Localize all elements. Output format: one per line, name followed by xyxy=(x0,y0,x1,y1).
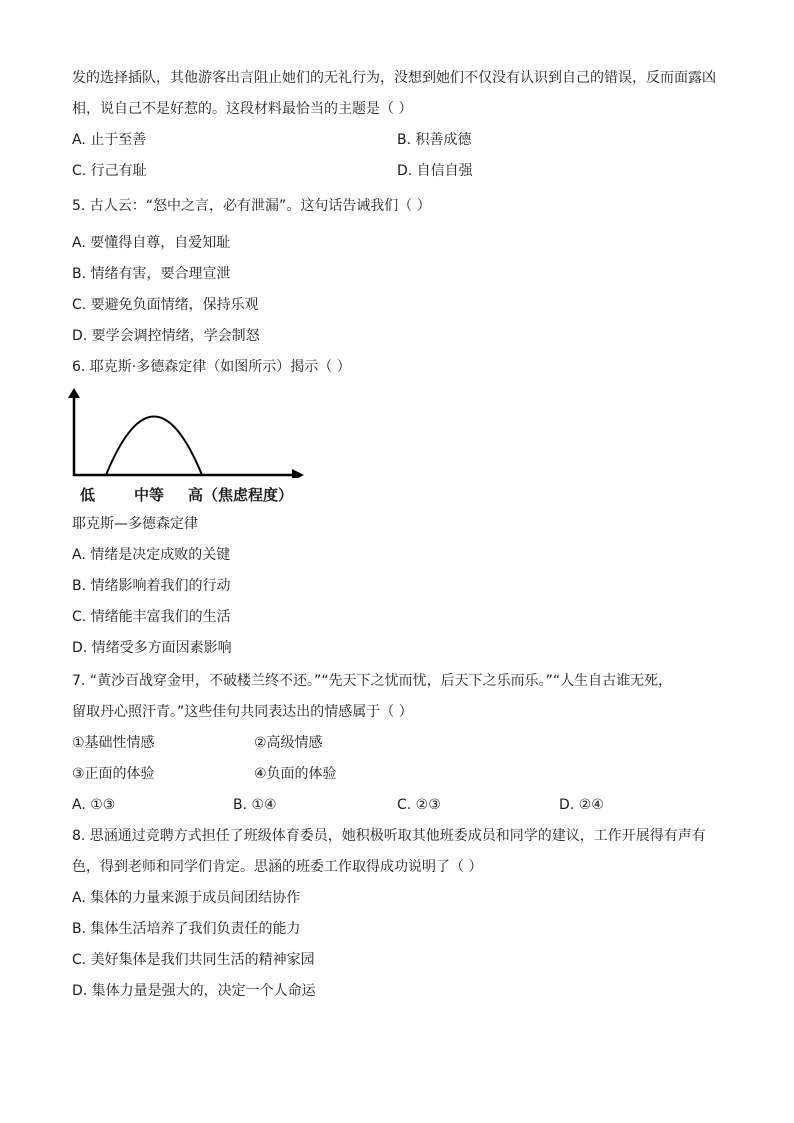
q8-option-a: A. 集体的力量来源于成员间团结协作 xyxy=(72,890,301,906)
q4-option-a: A. 止于至善 xyxy=(72,132,147,148)
q6-stem: 6. 耶克斯·多德森定律（如图所示）揭示（ ） xyxy=(72,359,351,375)
q7-item-2: ②高级情感 xyxy=(254,735,323,751)
graph-label-mid: 中等 xyxy=(134,486,165,504)
q8-stem-line2: 色，得到老师和同学们肯定。思涵的班委工作取得成功说明了（ ） xyxy=(72,859,483,875)
q5-option-c: C. 要避免负面情绪，保持乐观 xyxy=(72,297,259,313)
q6-option-d: D. 情绪受多方面因素影响 xyxy=(72,640,232,656)
performance-curve xyxy=(106,417,202,476)
q4-stem-line2: 相，说自己不是好惹的。这段材料最恰当的主题是（ ） xyxy=(72,101,413,117)
q7-option-d: D. ②④ xyxy=(559,797,604,813)
q7-option-c: C. ②③ xyxy=(397,797,441,813)
q7-option-b: B. ①④ xyxy=(233,797,277,813)
q8-stem-line1: 8. 思涵通过竞聘方式担任了班级体育委员，她积极听取其他班委成员和同学的建议，工作开展得有声有 xyxy=(72,828,706,844)
q5-option-d: D. 要学会调控情绪，学会制怒 xyxy=(72,328,260,344)
q4-option-c: C. 行己有耻 xyxy=(72,163,147,179)
q7-stem-line1: 7. “黄沙百战穿金甲，不破楼兰终不还。”“先天下之忧而忧，后天下之乐而乐。”“人生自古谁无死， xyxy=(72,673,673,689)
q7-option-a: A. ①③ xyxy=(72,797,116,813)
q5-option-b: B. 情绪有害，要合理宣泄 xyxy=(72,266,231,282)
graph-label-low: 低 xyxy=(80,486,96,504)
q4-option-b: B. 积善成德 xyxy=(397,132,472,148)
q6-option-a: A. 情绪是决定成败的关键 xyxy=(72,547,231,563)
q8-option-b: B. 集体生活培养了我们负责任的能力 xyxy=(72,921,301,937)
yerkes-dodson-graph xyxy=(66,388,306,508)
q7-item-1: ①基础性情感 xyxy=(72,735,155,751)
q4-stem-line1: 发的选择插队，其他游客出言阻止她们的无礼行为，没想到她们不仅没有认识到自己的错误，反而面露凶 xyxy=(72,70,716,86)
graph-svg xyxy=(66,388,306,478)
q7-item-3: ③正面的体验 xyxy=(72,766,155,782)
y-axis-arrow-icon xyxy=(68,388,80,398)
q7-stem-line2: 留取丹心照汗青。”这些佳句共同表达出的情感属于（ ） xyxy=(72,704,413,720)
q6-graph-caption: 耶克斯—多德森定律 xyxy=(72,516,198,532)
q6-option-b: B. 情绪影响着我们的行动 xyxy=(72,578,231,594)
q4-option-d: D. 自信自强 xyxy=(397,163,473,179)
q6-option-c: C. 情绪能丰富我们的生活 xyxy=(72,609,231,625)
q8-option-c: C. 美好集体是我们共同生活的精神家园 xyxy=(72,952,315,968)
q7-item-4: ④负面的体验 xyxy=(254,766,337,782)
q5-option-a: A. 要懂得自尊，自爱知耻 xyxy=(72,235,231,251)
q5-stem: 5. 古人云：“怒中之言，必有泄漏”。这句话告诫我们（ ） xyxy=(72,198,431,214)
q8-option-d: D. 集体力量是强大的，决定一个人命运 xyxy=(72,983,316,999)
x-axis-arrow-icon xyxy=(292,469,304,478)
graph-label-high: 高（焦虑程度） xyxy=(188,486,294,504)
